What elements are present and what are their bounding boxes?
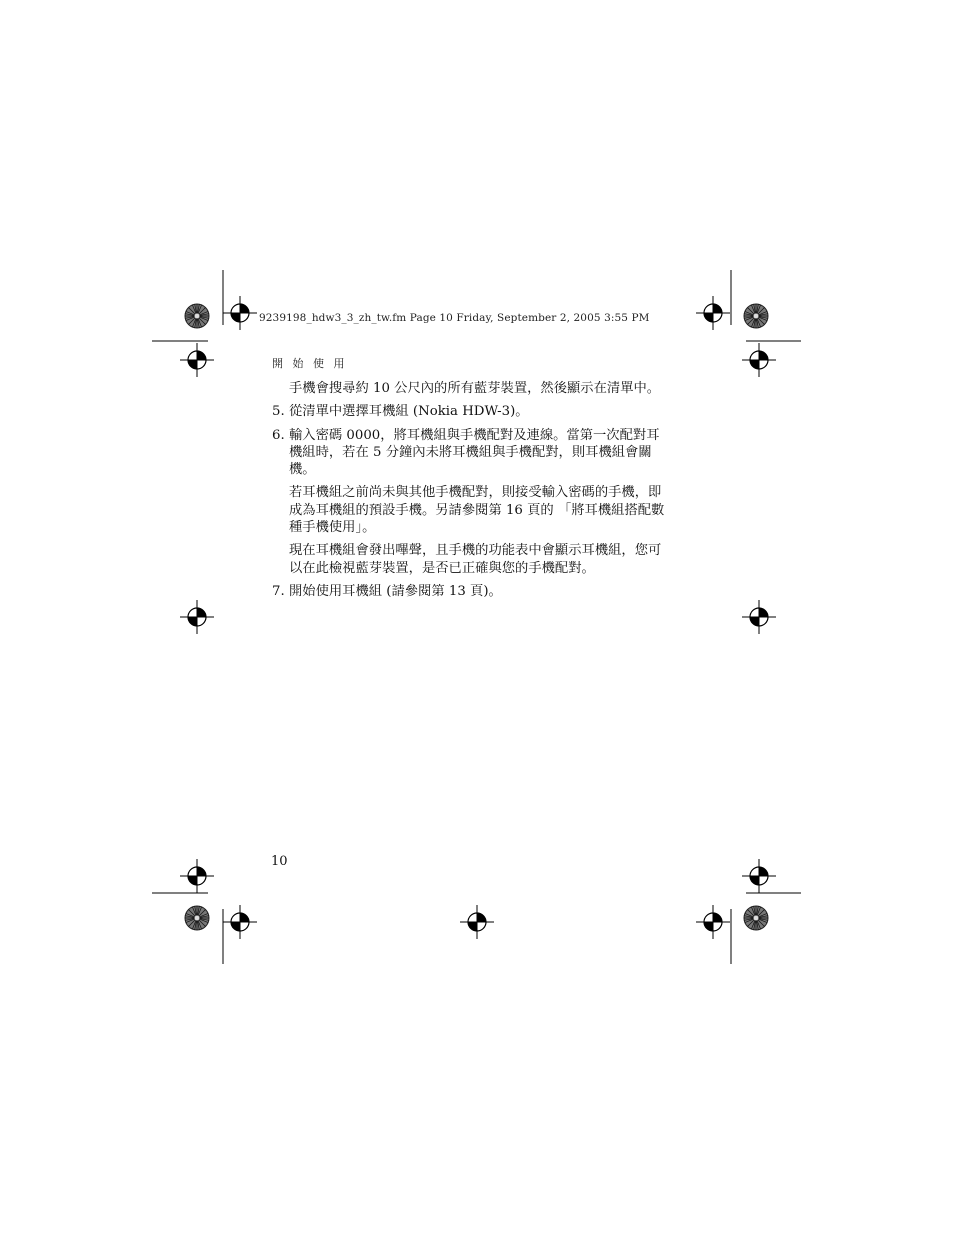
registration-mark [223,905,257,939]
registration-mark [180,859,214,893]
registration-mark [696,296,730,330]
registration-mark [696,905,730,939]
registration-mark [742,600,776,634]
item-number: 7. [272,583,285,599]
item-text: 輸入密碼 0000，將耳機組與手機配對及連線。當第一次配對耳機組時，若在 5 分鐘內未將耳機組與手機配對，則耳機組會關機。 [289,427,660,478]
registration-mark [460,905,494,939]
intro-paragraph: 手機會搜尋約 10 公尺內的所有藍芽裝置，然後顯示在清單中。 [289,381,661,396]
registration-mark [742,859,776,893]
star-target-bottom-left [185,906,209,930]
page-body [272,380,672,606]
registration-mark [180,600,214,634]
list-item [272,427,672,479]
registration-mark [223,296,257,330]
item-text: 從清單中選擇耳機組 (Nokia HDW-3)。 [289,404,529,420]
crop-lines [152,270,801,964]
star-target-top-left [185,304,209,328]
section-heading: 開 始 使 用 [272,357,348,370]
list-item [272,583,672,600]
item-text: 開始使用耳機組 (請參閱第 13 頁)。 [289,583,502,599]
registration-mark [180,343,214,377]
page-number: 10 [271,854,288,869]
star-target-bottom-right [744,906,768,930]
item-note: 若耳機組之前尚未與其他手機配對，則接受輸入密碼的手機，即成為耳機組的預設手機。另請參閱第 16 頁的 「將耳機組搭配數種手機使用」。 [289,485,665,536]
registration-mark [742,343,776,377]
list-item [272,403,672,420]
star-target-top-right [744,304,768,328]
item-note: 現在耳機組會發出嗶聲，且手機的功能表中會顯示耳機組，您可以在此檢視藍芽裝置，是否已正確與您的手機配對。 [289,543,662,576]
file-slug: 9239198_hdw3_3_zh_tw.fm Page 10 Friday, September 2, 2005 3:55 PM [259,312,650,324]
item-number: 5. [272,404,285,420]
item-number: 6. [272,427,285,443]
